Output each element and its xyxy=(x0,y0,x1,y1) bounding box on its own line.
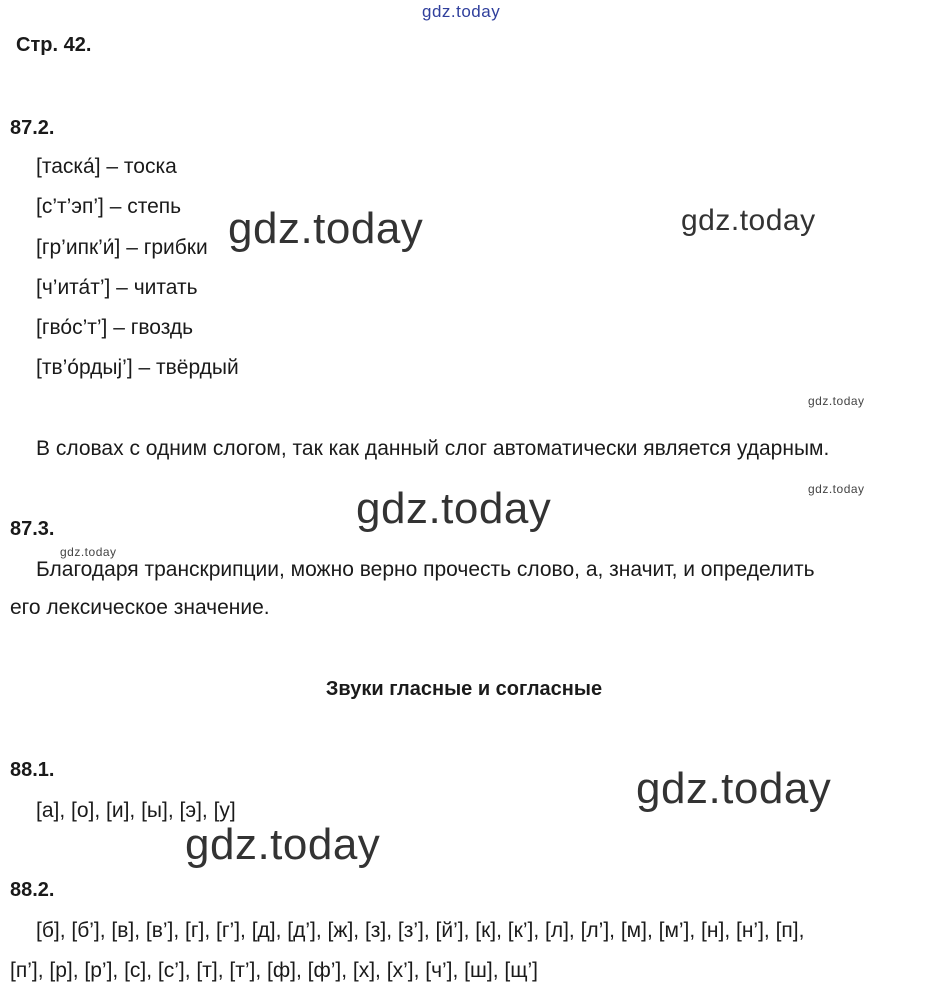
exercise-number-87-3: 87.3. xyxy=(10,518,55,540)
section-heading: Звуки гласные и согласные xyxy=(325,678,603,700)
exercise-number-87-2: 87.2. xyxy=(10,117,55,139)
transcription-line: [с’т’эп’] – степь xyxy=(36,195,182,218)
page-label: Стр. 42. xyxy=(16,34,92,56)
answer-text-87-2: В словах с одним слогом, так как данный слог автоматически является ударным. xyxy=(36,437,830,460)
watermark: gdz.today xyxy=(808,482,865,496)
transcription-line: [гво́с’т’] – гвоздь xyxy=(36,316,194,339)
consonant-sounds-line1: [б], [б’], [в], [в’], [г], [г’], [д], [д’], [ж], [з], [з’], [й’], [к], [к’], [л], [л’], [м], [м’], [н], [н’], [п], xyxy=(36,919,805,942)
exercise-number-88-1: 88.1. xyxy=(10,759,55,781)
watermark: gdz.today xyxy=(228,204,424,253)
transcription-line: [ч’ита́т’] – читать xyxy=(36,276,198,299)
transcription-line: [гр’ипк’и́] – грибки xyxy=(36,236,208,259)
watermark: gdz.today xyxy=(681,204,816,237)
consonant-sounds-line2: [п’], [р], [р’], [с], [с’], [т], [т’], [ф], [ф’], [х], [х’], [ч’], [ш], [щ’] xyxy=(10,959,538,982)
vowel-sounds: [а], [о], [и], [ы], [э], [у] xyxy=(36,799,236,822)
exercise-number-88-2: 88.2. xyxy=(10,879,55,901)
transcription-line: [таска́] – тоска xyxy=(36,155,177,178)
transcription-line: [тв’о́рдыj’] – твёрдый xyxy=(36,356,239,379)
watermark: gdz.today xyxy=(636,764,832,813)
answer-text-87-3-line1: Благодаря транскрипции, можно верно прочесть слово, а, значит, и определить xyxy=(36,558,815,581)
watermark: gdz.today xyxy=(185,820,381,869)
answer-text-87-3-line2: его лексическое значение. xyxy=(10,596,270,619)
watermark: gdz.today xyxy=(60,545,117,559)
watermark: gdz.today xyxy=(808,394,865,408)
watermark-top: gdz.today xyxy=(422,2,501,21)
watermark: gdz.today xyxy=(356,484,552,533)
